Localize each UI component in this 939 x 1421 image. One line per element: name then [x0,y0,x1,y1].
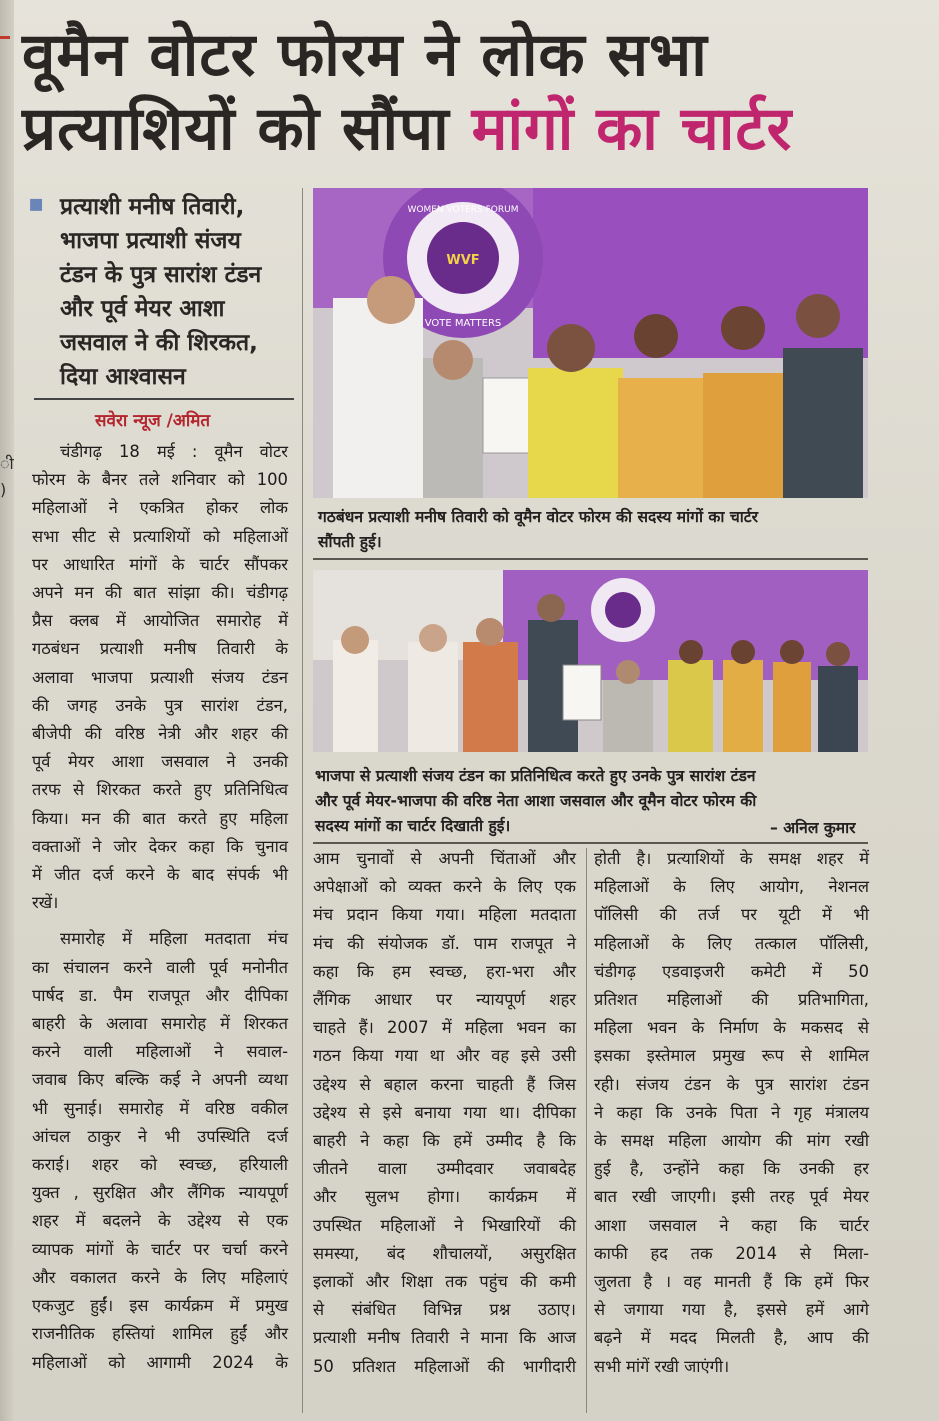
caption-line: भाजपा से प्रत्याशी संजय टंडन का प्रतिनिधित्व करते हुए उनके पुत्र सारांश टंडन [315,767,756,785]
deck-line: प्रत्याशी मनीष तिवारी, [60,194,245,220]
body-line: अपेक्षाओं को व्यक्त करने के लिए एक [313,877,576,897]
wvf-logo: WVF [446,253,480,268]
photo-group-charter [313,570,868,752]
adjacent-page-edge [0,0,14,1421]
body-line: अलावा भाजपा प्रत्याशी संजय टंडन [32,667,288,687]
deck-summary [28,190,296,394]
article-column-1 [32,438,288,1377]
article-column-3 [594,845,869,1381]
body-line: काफी हद तक 2014 से मिला- [594,1243,869,1263]
photo-1-illustration [313,188,868,498]
body-line: अपने मन की बात सांझा की। चंडीगढ़ [32,583,288,603]
body-line: जवाब किए बल्कि कई ने अपनी व्यथा [32,1070,288,1090]
body-line: 50 प्रतिशत महिलाओं की भागीदारी [313,1356,576,1376]
deck-text [28,190,296,394]
body-line: उपस्थित महिलाओं ने भिखारियों की [313,1215,576,1235]
body-line: जीतने वाला उम्मीदवार जवाबदेह [313,1159,576,1179]
caption-line: गठबंधन प्रत्याशी मनीष तिवारी को वूमैन वोटर फोरम की सदस्य मांगों का चार्टर [318,508,759,526]
banner-title: WOMEN VOTERS FORUM [407,205,519,215]
banner-tagline: VOTE MATTERS [424,318,502,329]
body-line: राजनीतिक हस्तियां शामिल हुईं और [32,1324,288,1344]
body-line: और सुलभ होगा। कार्यक्रम में [313,1187,576,1207]
caption-line: सदस्य मांगों का चार्टर दिखाती हुई। [315,817,511,835]
body-line: महिलाओं को आगामी 2024 के [32,1352,288,1372]
body-line: उद्देश्य से बहाल करना चाहती हैं जिस [313,1074,576,1094]
body-line: उद्देश्य से इसे बनाया गया था। दीपिका [313,1102,576,1122]
body-line: कराई। शहर को स्वच्छ, हरियाली [32,1155,288,1175]
body-line: बात रखी जाएगी। इसी तरह पूर्व मेयर [594,1187,869,1207]
body-line: चंडीगढ़ एडवाइजरी कमेटी में 50 [594,961,869,981]
column-divider [302,188,303,1413]
body-line: मंच की संयोजक डॉ. पाम राजपूत ने [313,933,576,953]
body-line: आंचल ठाकुर ने भी उपस्थिति दर्ज [32,1126,288,1146]
body-line: महिला भवन के निर्माण के मकसद से [594,1018,869,1038]
headline-highlight: मांगों का चार्टर [471,94,793,164]
body-line: गठबंधन प्रत्याशी मनीष तिवारी के [32,639,288,659]
body-line: पॉलिसी की तर्ज पर यूटी में भी [594,905,869,925]
body-line: करने वाली महिलाओं ने सवाल- [32,1042,288,1062]
headline [22,18,927,166]
body-line: महिलाओं ने एकत्रित होकर लोक [32,498,288,518]
body-line: बीजेपी की वरिष्ठ नेत्री और शहर की [32,724,288,744]
body-line: शहर में बदलने के उद्देश्य से एक [32,1211,288,1231]
body-line: सभा सीट से प्रत्याशियों को महिलाओं [32,526,288,546]
deck-line: टंडन के पुत्र सारांश टंडन [60,262,262,288]
body-line: पूर्व मेयर आशा जसवाल ने उनकी [32,752,288,772]
body-line: बाहरी ने कहा कि हमें उम्मीद है कि [313,1131,576,1151]
body-line: के समक्ष महिला आयोग की मांग रखी [594,1131,869,1151]
deck-line: दिया आश्वासन [60,364,186,390]
body-line: बाहरी के अलावा समारोह में शिरकत [32,1014,288,1034]
body-line: प्रत्याशी मनीष तिवारी ने माना कि आज [313,1328,576,1348]
edge-red-mark [0,36,10,39]
body-line: वक्ताओं ने जोर देकर कहा कि चुनाव [32,836,288,856]
body-line: सभी मांगें रखी जाएंगी। [594,1356,730,1376]
body-line: आम चुनावों से अपनी चिंताओं और [313,849,576,868]
body-line: एकजुट हुईं। इस कार्यक्रम में प्रमुख [32,1296,288,1316]
body-line: रखें। [32,893,59,913]
body-line: समारोह में महिला मतदाता मंच [60,929,288,949]
body-line: जुलता है । वह मानती हैं कि हमें फिर [594,1272,869,1292]
body-line: प्रैस क्लब में आयोजित समारोह में [32,611,288,631]
body-line: इलाकों और शिक्षा तक पहुंच की कमी [313,1272,576,1292]
caption-line: और पूर्व मेयर-भाजपा की वरिष्ठ नेता आशा जसवाल और वूमैन वोटर फोरम की [315,792,757,810]
body-line: महिलाओं के लिए तत्काल पॉलिसी, [594,933,869,953]
body-line: लैंगिक आधार पर न्यायपूर्ण शहर [313,990,576,1010]
body-line: गठन किया गया था और वह इसे उसी [313,1046,576,1066]
body-line: मंच प्रदान किया गया। महिला मतदाता [313,905,576,925]
body-line: ने कहा कि उनके पिता ने गृह मंत्रालय [594,1102,869,1122]
deck-divider [34,398,294,400]
body-line: तरफ से शिरकत करते हुए प्रतिनिधित्व [32,780,288,800]
body-line: प्रतिशत महिलाओं की प्रतिभागिता, [594,990,869,1010]
headline-line-2 [22,92,927,166]
body-line: आशा जसवाल ने कहा कि चार्टर [594,1215,869,1235]
article-column-2 [313,845,576,1381]
body-line: चाहते हैं। 2007 में महिला भवन का [313,1018,576,1038]
column-divider [586,848,587,1413]
edge-char-1: ी [0,454,14,473]
body-line: युक्त , सुरक्षित और लैंगिक न्यायपूर्ण [32,1183,288,1203]
body-line: इसका इस्तेमाल प्रमुख रूप से शामिल [594,1046,869,1066]
body-line: व्यापक मांगों के चार्टर पर चर्चा करने [32,1239,288,1259]
body-line: से संबंधित विभिन्न प्रश्न उठाए। [313,1300,576,1320]
divider [313,558,868,560]
body-line: हुई है, उन्होंने कहा कि उनकी हर [594,1159,869,1179]
body-line: महिलाओं के लिए आयोग, नेशनल [594,877,869,897]
body-line: और वकालत करने के लिए महिलाएं [32,1267,288,1287]
body-line: का संचालन करने वाली पूर्व मनोनीत [32,957,288,977]
bullet-icon: ▪ [28,189,45,217]
body-line: भी सुनाई। समारोह में वरिष्ठ वकील [32,1098,288,1118]
body-line: समस्या, बंद शौचालयों, असुरक्षित [313,1243,576,1263]
photo-2-illustration [313,570,868,752]
body-line: पर आधारित मांगों के चार्टर सौंपकर [32,554,288,574]
caption-line: सौंपती हुई। [318,533,382,551]
body-line: पार्षद डा. पैम राजपूत और दीपिका [32,985,288,1005]
edge-char-2: ) [0,480,7,499]
body-line: होती है। प्रत्याशियों के समक्ष शहर में [594,849,869,868]
body-line: चंडीगढ़ 18 मई : वूमैन वोटर [60,442,288,461]
photo-credit: – अनिल कुमार [770,819,856,837]
photo-1-caption [318,505,868,555]
deck-line: भाजपा प्रत्याशी संजय [60,228,241,254]
headline-line-1: वूमैन वोटर फोरम ने लोक सभा [22,20,708,90]
body-line: की जगह उनके पुत्र सारांश टंडन, [32,695,288,715]
body-line: बढ़ने में मदद मिलती है, आप की [594,1328,869,1348]
body-line: रही। संजय टंडन के पुत्र सारांश टंडन [594,1074,869,1094]
photo-charter-handover [313,188,868,498]
byline: सवेरा न्यूज /अमित [95,411,211,431]
body-line: में जीत दर्ज करने के बाद संपर्क भी [32,865,288,885]
deck-line: और पूर्व मेयर आशा [60,296,225,322]
body-line: से जगाया गया है, इससे हमें आगे [594,1300,869,1320]
divider [313,842,868,844]
deck-line: जसवाल ने की शिरकत, [60,330,258,356]
body-line: फोरम के बैनर तले शनिवार को 100 [32,470,288,490]
body-line: किया। मन की बात करते हुए महिला [32,808,288,828]
body-line: कहा कि हम स्वच्छ, हरा-भरा और [313,961,576,981]
headline-line-2-text: प्रत्याशियों को सौंपा [22,94,472,164]
